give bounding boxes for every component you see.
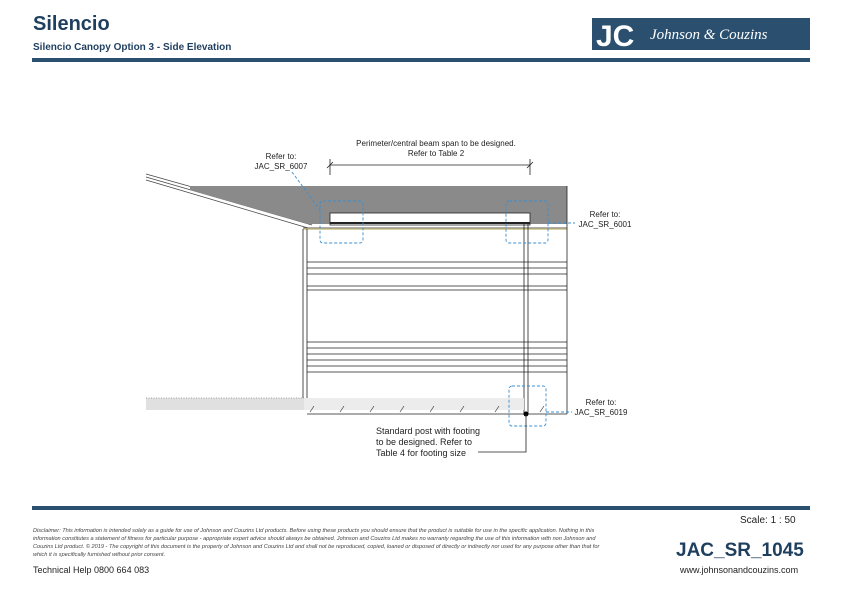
ref-left-note [254, 152, 308, 172]
page-title: Silencio [33, 13, 110, 35]
ref-code: JAC_SR_6019 [574, 408, 628, 417]
ref-code: JAC_SR_6001 [578, 220, 632, 229]
ref-code: JAC_SR_6007 [254, 162, 308, 171]
post-note-line: to be designed. Refer to [376, 437, 473, 447]
post-note-line: Table 4 for footing size [376, 448, 467, 458]
ground-fill [146, 398, 304, 410]
post-footing-note [376, 426, 506, 459]
beam-note-line: Perimeter/central beam span to be designed. [356, 139, 516, 148]
drawing-subtitle: Silencio Canopy Option 3 - Side Elevation [33, 42, 232, 53]
logo-initials: JC [596, 20, 635, 50]
post-note-line: Standard post with footing [376, 426, 481, 436]
technical-help-phone: Technical Help 0800 664 083 [33, 565, 150, 575]
ref-label: Refer to: [589, 210, 621, 219]
logo-wordmark: Johnson & Couzins [650, 27, 768, 43]
drawing-scale: Scale: 1 : 50 [740, 515, 796, 526]
website-link[interactable]: www.johnsonandcouzins.com [680, 565, 799, 575]
disclaimer-text: Disclaimer: This information is intended solely as a guide for use of Johnson and Couzins Ltd products. Before using these products you should ensure that the product is suitable for use in the specific application. Nothing in this information constitutes a statement of fitness for particular purpose - appropriate expert advice should always be obtained. Johnson and Couzins Ltd makes no warranty regarding the use of this information with non Johnson and Couzins Ltd product. © 2019 - The copyright of this document is the property of Johnson and Couzins Ltd and shall not be reproduced, copied, loaned or disposed of directly or indirectly nor used for any purpose other than that for which it is specifically furnished without prior consent. [33, 528, 600, 558]
ref-bottom-note [572, 398, 630, 418]
document-number: JAC_SR_1045 [676, 540, 804, 561]
ref-label: Refer to: [585, 398, 617, 407]
ref-label: Refer to: [265, 152, 297, 161]
beam-note-line: Refer to Table 2 [407, 149, 465, 158]
ref-right-note [576, 210, 634, 230]
footer-rule [32, 506, 810, 510]
beam-span-dimension [327, 159, 533, 175]
beam-span-note [336, 139, 536, 159]
standard-post [524, 224, 528, 414]
